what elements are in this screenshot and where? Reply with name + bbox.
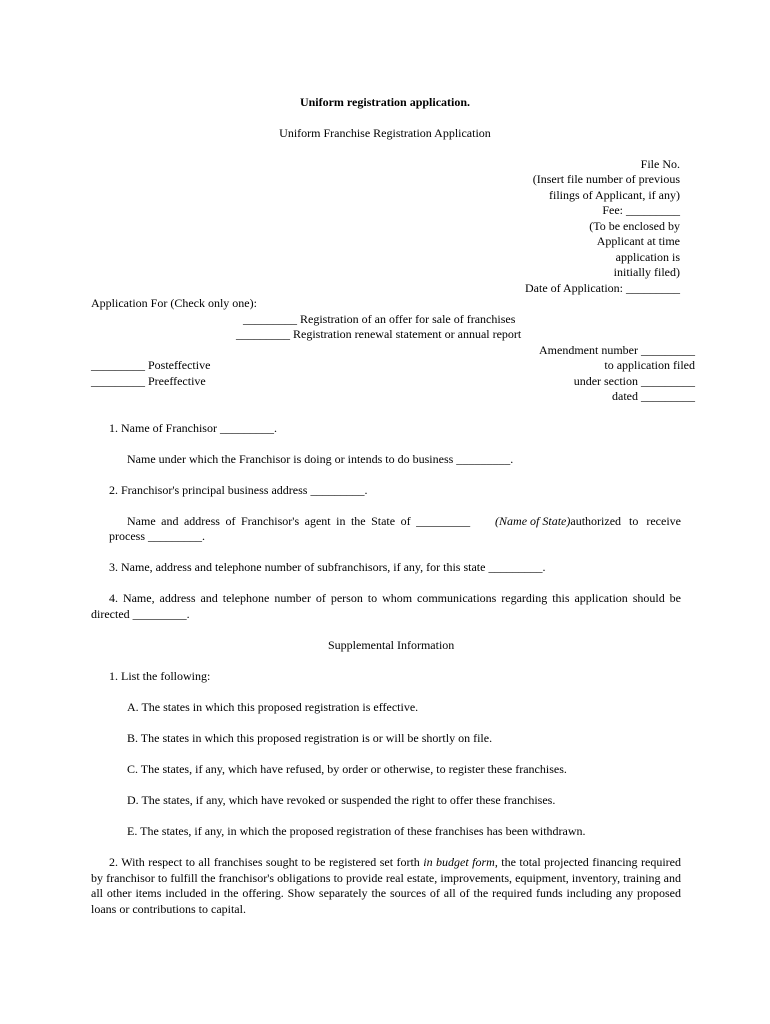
list-item-c: C. The states, if any, which have refused, by order or otherwise, to register these franchises. <box>127 762 567 776</box>
list-item-a: A. The states in which this proposed registration is effective. <box>127 700 419 714</box>
file-no-label: File No. <box>640 157 680 171</box>
item-1-business-name: Name under which the Franchisor is doing or intends to do business _________. <box>127 452 514 466</box>
list-item-d: D. The states, if any, which have revoked or suspended the right to offer these franchises. <box>127 793 556 807</box>
document-title: Uniform registration application. <box>299 95 471 109</box>
fee-note-3: application is <box>615 250 680 264</box>
item-4-communications-line-1: 4. Name, address and telephone number of person to whom communications regarding this application should be <box>109 591 681 605</box>
agent-text: Name and address of Franchisor's agent in the State of _________ <box>127 514 471 528</box>
option-preeffective: _________ Preeffective <box>91 374 206 388</box>
list-item-b: B. The states in which this proposed registration is or will be shortly on file. <box>127 731 493 745</box>
list-following-intro: 1. List the following: <box>109 669 211 683</box>
file-no-note-2: filings of Applicant, if any) <box>549 188 680 202</box>
file-no-note-1: (Insert file number of previous <box>532 172 680 186</box>
paragraph-2-text-a: 2. With respect to all franchises sought to be registered set forth <box>109 855 424 869</box>
under-section-field: under section _________ <box>573 374 695 388</box>
option-posteffective: _________ Posteffective <box>91 358 211 372</box>
paragraph-2-text-b: , the total projected financing required by franchisor to fulfill the franchisor's obligations to provide real estate, improvements, equipment, inventory, training and all other items included in the offering. Show separately the sources of all of the required funds including any proposed loans or contributions to capital. <box>91 855 681 916</box>
item-1-franchisor-name: 1. Name of Franchisor _________. <box>109 421 277 435</box>
item-2-business-address: 2. Franchisor's principal business address _________. <box>109 483 368 497</box>
fee-field: Fee: _________ <box>602 203 680 217</box>
document-subtitle: Uniform Franchise Registration Application <box>279 126 491 140</box>
supplemental-heading: Supplemental Information <box>328 638 455 652</box>
fee-note-2: Applicant at time <box>596 234 680 248</box>
option-offer-for-sale: _________ Registration of an offer for sale of franchises <box>243 312 516 326</box>
agent-text-authorized: authorized to receive <box>570 514 681 528</box>
agent-text-words <box>127 514 495 530</box>
paragraph-2-budget <box>91 855 681 917</box>
date-of-application-field: Date of Application: _________ <box>525 281 680 295</box>
list-item-e: E. The states, if any, in which the proposed registration of these franchises has been withdrawn. <box>127 824 586 838</box>
item-3-subfranchisors: 3. Name, address and telephone number of subfranchisors, if any, for this state _________. <box>109 560 546 574</box>
item-4-communications-line-2: directed _________. <box>91 607 190 621</box>
dated-field: dated _________ <box>612 389 695 403</box>
fee-note-4: initially filed) <box>613 265 680 279</box>
option-renewal-statement: _________ Registration renewal statement or annual report <box>236 327 522 341</box>
fee-note-1: (To be enclosed by <box>589 219 680 233</box>
application-for-label: Application For (Check only one): <box>91 296 257 310</box>
item-2-process: process _________. <box>109 529 205 543</box>
name-of-state-placeholder: (Name of State) <box>495 514 571 528</box>
item-2-agent-line <box>127 514 681 530</box>
paragraph-2-italic: in budget form <box>423 855 495 869</box>
to-application-filed: to application filed <box>604 358 695 372</box>
amendment-number-field: Amendment number _________ <box>539 343 695 357</box>
